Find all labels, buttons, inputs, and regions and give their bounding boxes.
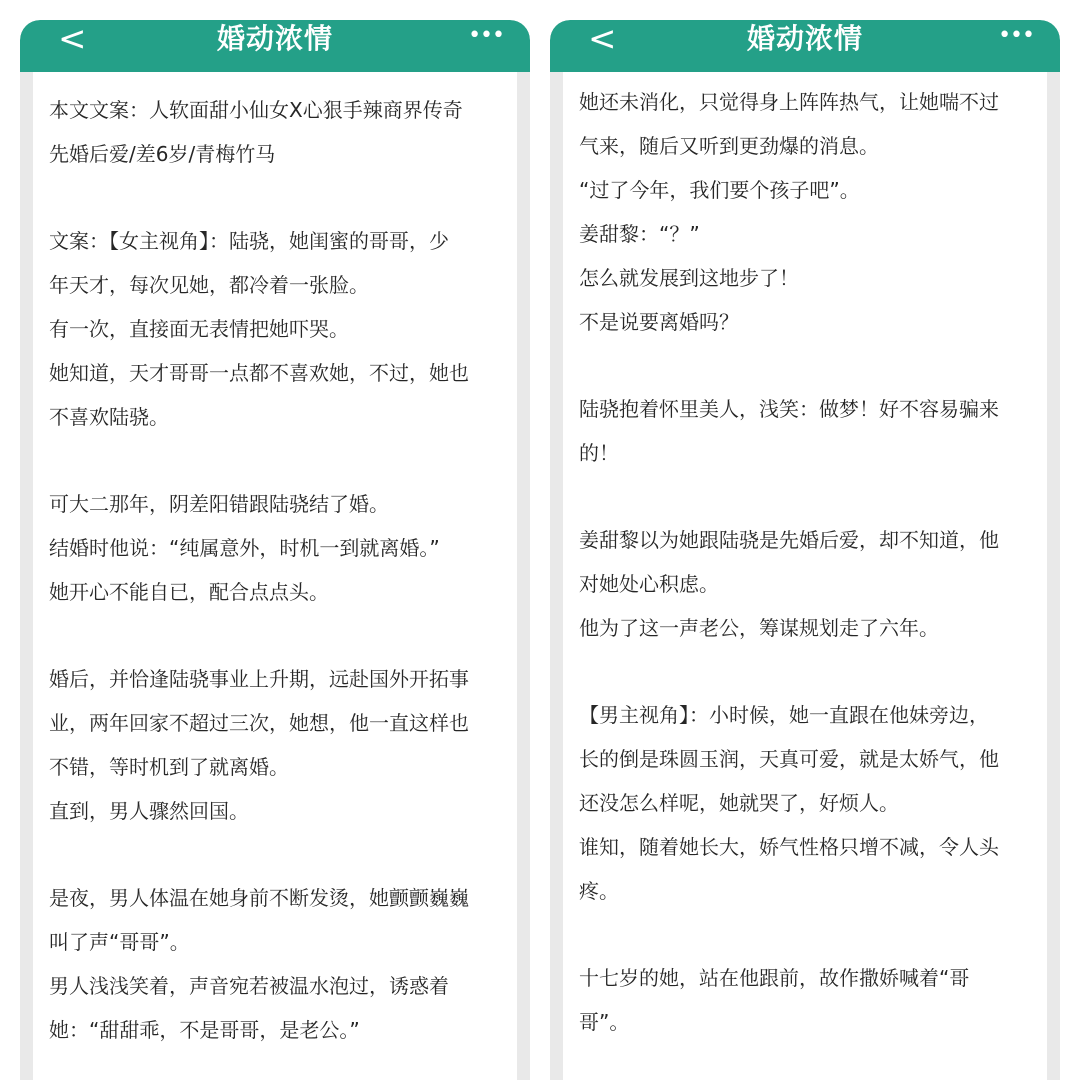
header-bar [20, 20, 530, 72]
text-line: 的！ [579, 441, 619, 465]
left-reader-panel [20, 20, 530, 1080]
paragraph-gap [579, 344, 1047, 387]
text-line: 直到，男人骤然回国。 [49, 799, 249, 823]
text-line: 有一次，直接面无表情把她吓哭。 [49, 317, 349, 341]
text-line: 气来，随后又听到更劲爆的消息。 [579, 134, 879, 158]
more-options-icon[interactable]: ••• [998, 23, 1034, 48]
text-line: 本文文案：人软面甜小仙女X心狠手辣商界传奇 [49, 98, 463, 122]
paragraph-gap [49, 614, 517, 657]
text-line: 男人浅浅笑着，声音宛若被温水泡过，诱惑着 [49, 974, 449, 998]
paragraph-gap [49, 833, 517, 876]
text-line: 她还未消化，只觉得身上阵阵热气，让她喘不过 [579, 90, 999, 114]
back-icon[interactable]: < [58, 20, 87, 59]
text-line: 可大二那年，阴差阳错跟陆骁结了婚。 [49, 492, 389, 516]
paragraph-gap [579, 475, 1047, 518]
text-line: 不是说要离婚吗？ [579, 310, 739, 334]
text-line: 长的倒是珠圆玉润，天真可爱，就是太娇气，他 [579, 747, 999, 771]
reading-content[interactable] [33, 72, 517, 1080]
text-line: 不错，等时机到了就离婚。 [49, 755, 289, 779]
text-line: 【男主视角】：小时候，她一直跟在他妹旁边， [579, 703, 989, 727]
text-line: “过了今年，我们要个孩子吧”。 [579, 178, 860, 202]
text-line: 陆骁抱着怀里美人，浅笑：做梦！好不容易骗来 [579, 397, 999, 421]
reading-content[interactable] [563, 72, 1047, 1080]
text-line: 十七岁的她，站在他跟前，故作撒娇喊着“哥 [579, 966, 970, 990]
text-line: 姜甜黎：“？” [579, 222, 700, 246]
text-line: 她：“甜甜乖，不是哥哥，是老公。” [49, 1018, 360, 1042]
text-line: 她知道，天才哥哥一点都不喜欢她，不过，她也 [49, 361, 469, 385]
paragraph-gap [579, 913, 1047, 956]
text-line: 婚后，并恰逢陆骁事业上升期，远赴国外开拓事 [49, 667, 469, 691]
text-line: 是夜，男人体温在她身前不断发烫，她颤颤巍巍 [49, 886, 469, 910]
right-reader-panel [550, 20, 1060, 1080]
more-options-icon[interactable]: ••• [468, 23, 504, 48]
text-line: 他为了这一声老公，筹谋规划走了六年。 [579, 616, 939, 640]
text-line: 业，两年回家不超过三次，她想，他一直这样也 [49, 711, 469, 735]
text-line: 她开心不能自已，配合点点头。 [49, 580, 329, 604]
text-line: 叫了声“哥哥”。 [49, 930, 190, 954]
text-line: 不喜欢陆骁。 [49, 405, 169, 429]
text-line: 姜甜黎以为她跟陆骁是先婚后爱，却不知道，他 [579, 528, 999, 552]
text-line: 还没怎么样呢，她就哭了，好烦人。 [579, 791, 899, 815]
text-line: 哥”。 [579, 1010, 630, 1034]
book-title: 婚动浓情 [216, 22, 333, 55]
text-line: 谁知，随着她长大，娇气性格只增不减，令人头 [579, 835, 999, 859]
paragraph-gap [579, 650, 1047, 693]
text-line: 对她处心积虑。 [579, 572, 719, 596]
text-line: 文案：【女主视角】：陆骁，她闺蜜的哥哥，少 [49, 229, 449, 253]
header-bar [550, 20, 1060, 72]
text-line: 怎么就发展到这地步了！ [579, 266, 799, 290]
text-line: 年天才，每次见她，都冷着一张脸。 [49, 273, 369, 297]
text-line: 结婚时他说：“纯属意外，时机一到就离婚。” [49, 536, 440, 560]
back-icon[interactable]: < [588, 20, 617, 59]
text-line: 先婚后爱/差6岁/青梅竹马 [49, 142, 276, 166]
paragraph-gap [49, 439, 517, 482]
paragraph-gap [49, 176, 517, 219]
book-title: 婚动浓情 [746, 22, 863, 55]
text-line: 疼。 [579, 879, 619, 903]
